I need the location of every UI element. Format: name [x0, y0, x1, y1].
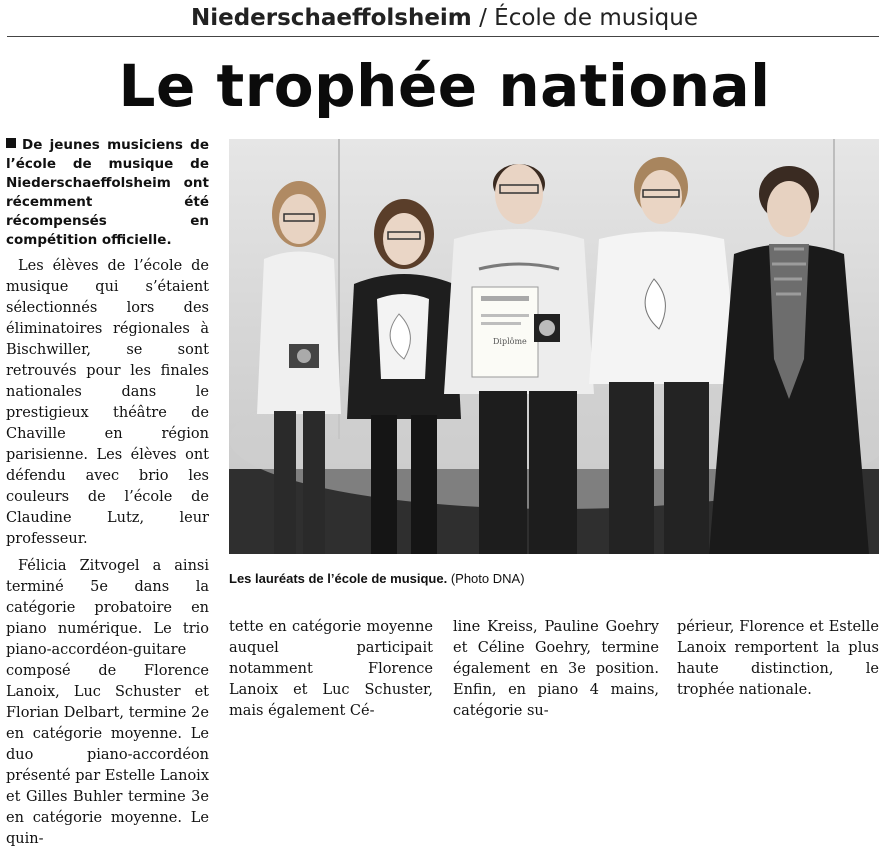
- body-paragraph: tette en catégorie moyenne auquel participait notamment Florence Lanoix et Luc Schuster, mais également Cé-: [229, 619, 433, 719]
- kicker-location: Niederschaeffolsheim: [190, 5, 472, 31]
- article-column-4: [677, 617, 879, 707]
- article-column-2: [229, 617, 433, 728]
- body-paragraph: périeur, Florence et Estelle Lanoix remportent la plus haute distinction, le trophée nationale.: [677, 619, 879, 698]
- kicker-separator: /: [471, 5, 495, 31]
- body-paragraph: line Kreiss, Pauline Goehry et Céline Goehry, termine également en 3e position. Enfin, en piano 4 mains, catégorie su-: [453, 619, 659, 719]
- photo-caption: [229, 570, 879, 588]
- laureates-photo-illustration: [229, 139, 879, 554]
- article-photo: [229, 139, 879, 554]
- body-paragraph: Félicia Zitvogel a ainsi terminé 5e dans la catégorie probatoire en piano numérique. Le trio piano-accordéon-guitare composé de Florence Lanoix, Luc Schuster et Florian Delbart, termine 2e en catégorie moyenne. Le duo piano-accordéon présenté par Estelle Lanoix et Gilles Buhler termine 3e en catégorie moyenne. Le quin-: [6, 558, 209, 847]
- lead-text: De jeunes musiciens de l’école de musique de Niederschaeffolsheim ont récemment été récompensés en compétition officielle.: [6, 137, 209, 248]
- caption-text: Les lauréats de l’école de musique.: [229, 571, 448, 586]
- article-column-3: [453, 617, 659, 728]
- section-kicker: [0, 2, 889, 34]
- lead-paragraph: [6, 136, 209, 250]
- headline: Le trophée national: [118, 52, 771, 120]
- poster-title: Diplôme: [493, 337, 527, 346]
- article-column-1: [6, 136, 209, 856]
- caption-credit: (Photo DNA): [450, 571, 525, 586]
- lead-square-icon: [6, 138, 16, 148]
- body-paragraph: Les élèves de l’école de musique qui s’étaient sélectionnés lors des éliminatoires régionales à Bischwiller, se sont retrouvés pour les finales nationales dans le prestigieux théâtre de Chaville en région parisienne. Les élèves ont défendu avec brio les couleurs de l’école de Claudine Lutz, leur professeur.: [6, 258, 209, 547]
- kicker-rubric: École de musique: [494, 5, 699, 31]
- header-rule: [7, 36, 879, 37]
